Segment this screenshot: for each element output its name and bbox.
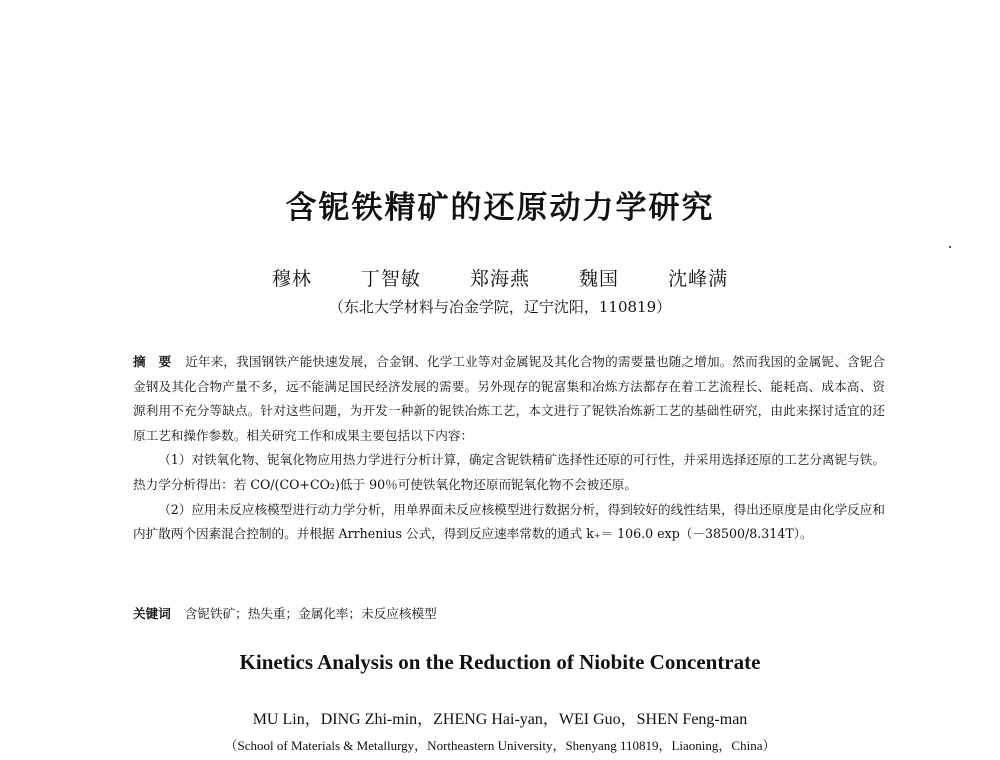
abstract xyxy=(133,350,885,547)
abstract-label: 摘 要 xyxy=(133,354,172,369)
affiliation-english: （School of Materials & Metallurgy，Northeastern University，Shenyang 110819，Liaoning，China） xyxy=(224,738,776,753)
title-english: Kinetics Analysis on the Reduction of Niobite Concentrate xyxy=(239,650,761,674)
author-cn: 沈峰满 xyxy=(668,268,729,290)
abstract-intro: 近年来，我国钢铁产能快速发展，合金钢、化学工业等对金属铌及其化合物的需要量也随之增加。然而我国的金属铌、含铌合金钢及其化合物产量不多，远不能满足国民经济发展的需要。另外现存的铌富集和冶炼方法都存在着工艺流程长、能耗高、成本高、资源利用不充分等缺点。针对这些问题，为开发一种新的铌铁冶炼工艺，本文进行了铌铁冶炼新工艺的基础性研究，由此来探讨适宜的还原工艺和操作参数。相关研究工作和成果主要包括以下内容： xyxy=(133,354,886,443)
author-cn: 丁智敏 xyxy=(360,268,421,290)
author-cn: 郑海燕 xyxy=(469,268,530,290)
scan-speck xyxy=(949,246,951,248)
keywords-label: 关键词 xyxy=(133,606,171,621)
title-chinese: 含铌铁精矿的还原动力学研究 xyxy=(285,190,715,226)
authors-english: MU Lin，DING Zhi-min，ZHENG Hai-yan，WEI Guo，SHEN Feng-man xyxy=(252,711,748,728)
abstract-point-2: （2）应用未反应核模型进行动力学分析，用单界面未反应核模型进行数据分析，得到较好的线性结果，得出还原度是由化学反应和内扩散两个因素混合控制的。并根据 Arrhenius 公式，得到反应速率常数的通式 k₊＝ 106.0 exp（－38500/8.314T）。 xyxy=(133,501,885,542)
author-cn: 魏国 xyxy=(579,268,620,290)
keywords-text: 含铌铁矿；热失重；金属化率；未反应核模型 xyxy=(184,606,437,621)
affiliation-chinese: （东北大学材料与冶金学院，辽宁沈阳，110819） xyxy=(328,298,672,316)
keywords xyxy=(133,603,885,622)
author-cn: 穆林 xyxy=(271,268,312,290)
abstract-intro-paragraph xyxy=(133,350,885,448)
abstract-point-1: （1）对铁氧化物、铌氧化物应用热力学进行分析计算，确定含铌铁精矿选择性还原的可行性，并采用选择还原的工艺分离铌与铁。热力学分析得出：若 CO/(CO+CO₂)低于 90％可使铁氧化物还原而铌氧化物不会被还原。 xyxy=(133,452,885,492)
authors-chinese xyxy=(0,264,1000,291)
